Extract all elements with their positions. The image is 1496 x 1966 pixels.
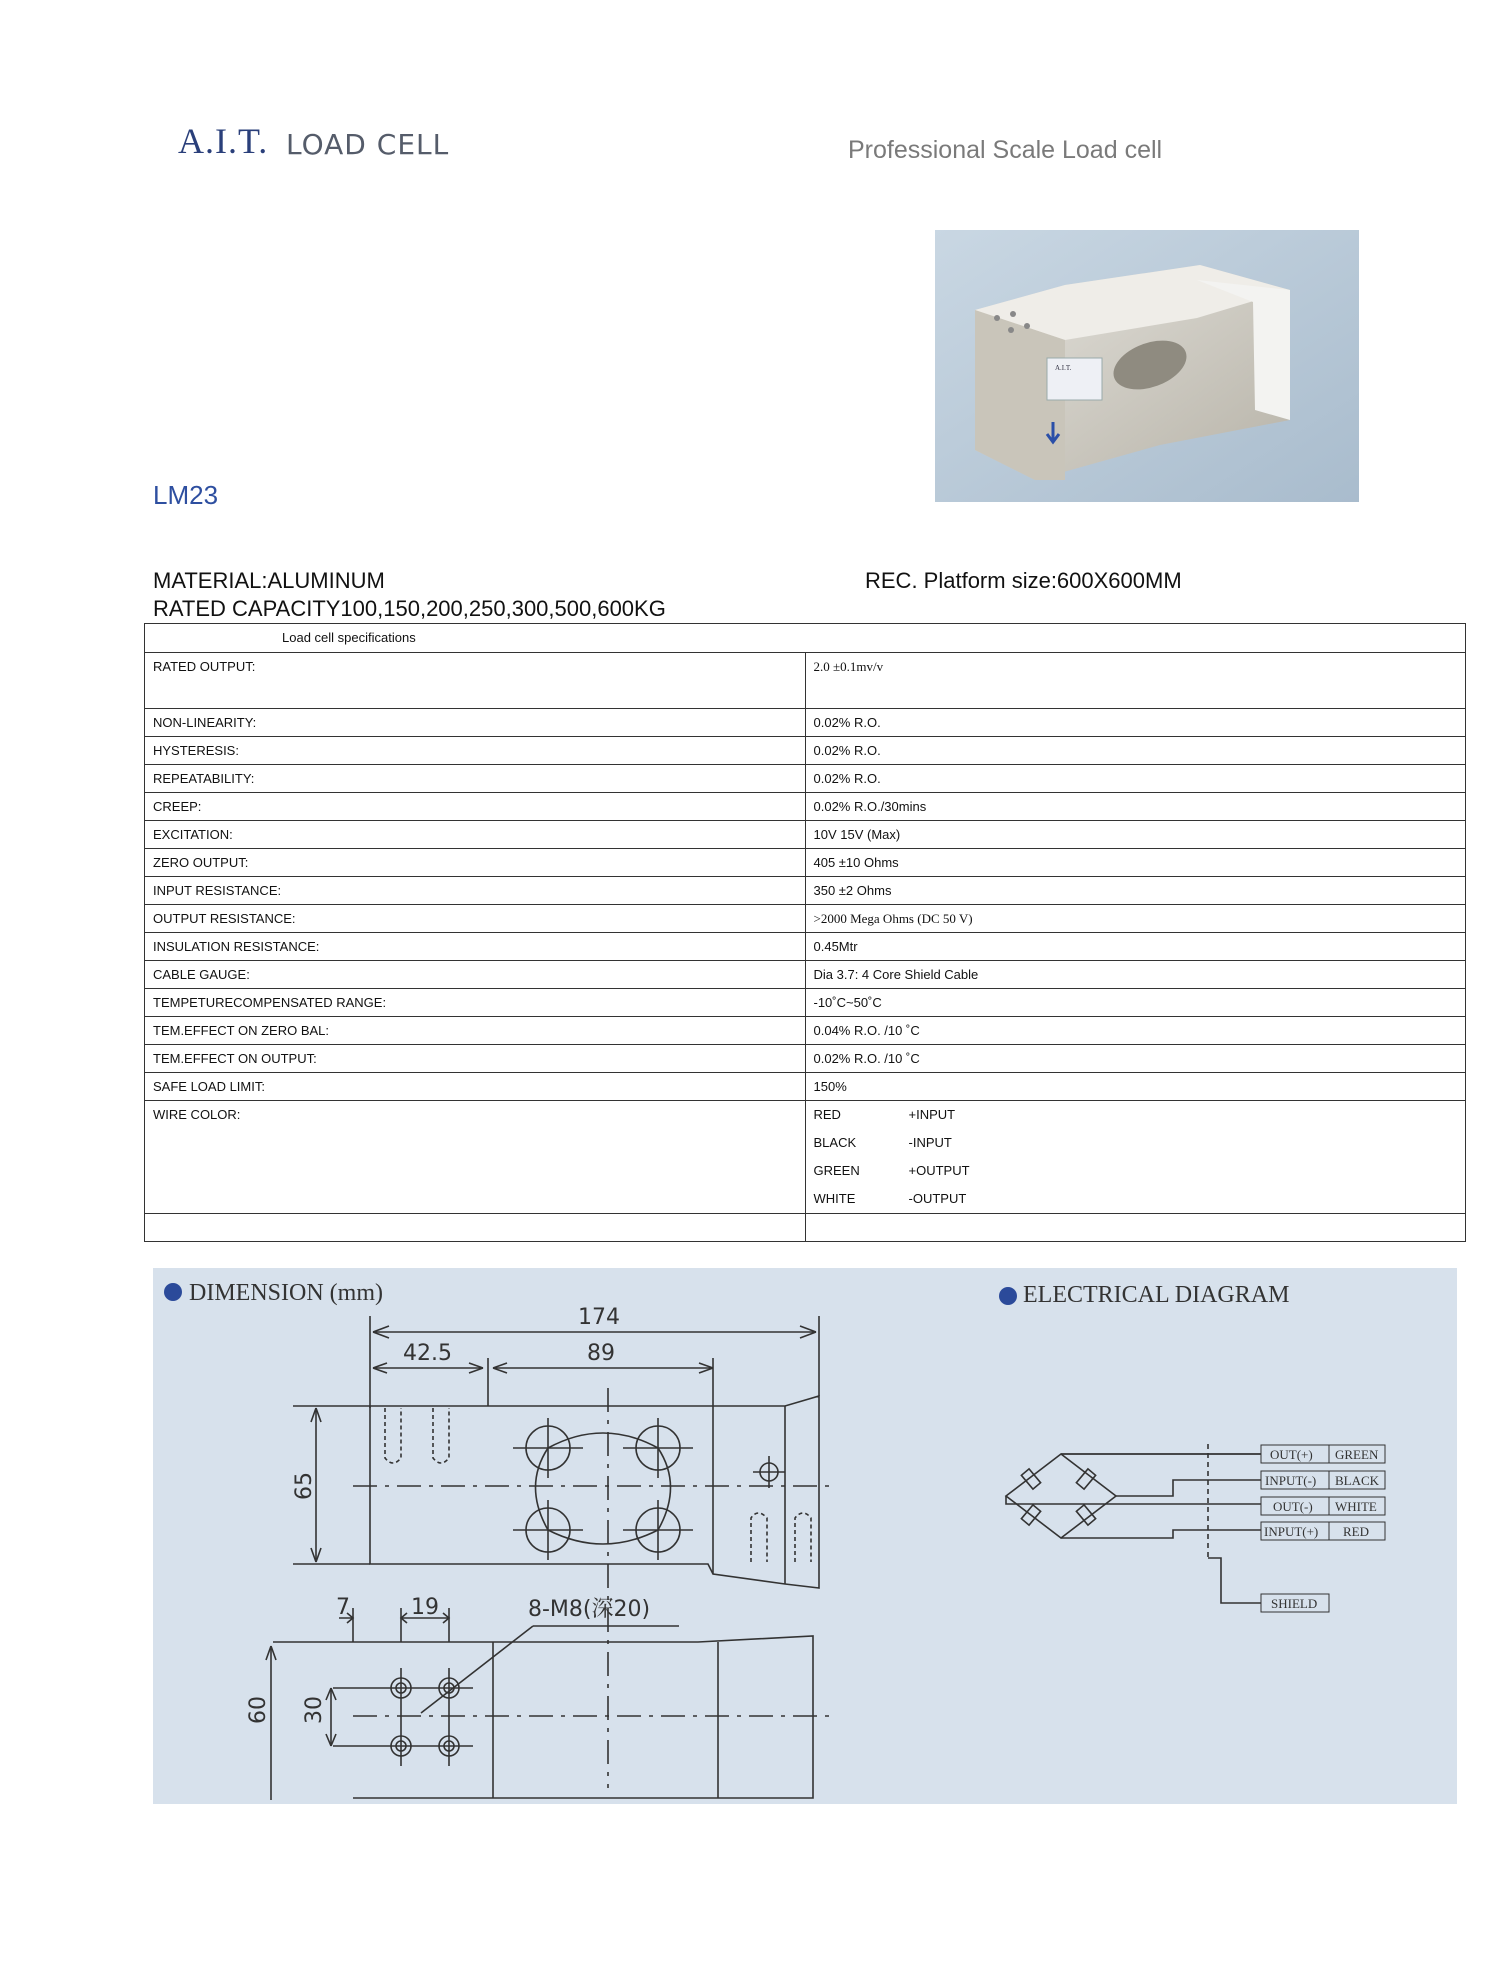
- dim-thread: 8-M8(深20): [528, 1597, 651, 1622]
- spec-label: CABLE GAUGE:: [145, 961, 806, 989]
- spec-label: SAFE LOAD LIMIT:: [145, 1073, 806, 1101]
- spec-value: Dia 3.7: 4 Core Shield Cable: [805, 961, 1466, 989]
- dim-60: 60: [246, 1696, 271, 1724]
- wire-row: [814, 1157, 1466, 1185]
- spec-label: WIRE COLOR:: [145, 1101, 806, 1214]
- dim-89: 89: [587, 1341, 615, 1366]
- spec-table-title: Load cell specifications: [145, 624, 1466, 653]
- material-line: MATERIAL:ALUMINUM: [153, 568, 385, 593]
- empty-cell: [805, 1214, 1466, 1242]
- spec-value: 2.0 ±0.1mv/v: [805, 653, 1466, 709]
- spec-value: 0.02% R.O.: [805, 765, 1466, 793]
- terminal-signal: INPUT(+): [1264, 1524, 1319, 1539]
- page-subtitle: Professional Scale Load cell: [848, 136, 1163, 164]
- bullet-icon: [164, 1283, 182, 1301]
- terminal-signal: INPUT(-): [1265, 1473, 1317, 1488]
- terminal-color: RED: [1343, 1524, 1369, 1539]
- spec-value: 10V 15V (Max): [805, 821, 1466, 849]
- platform-size: REC. Platform size:600X600MM: [865, 568, 1182, 593]
- dim-height: 65: [292, 1472, 317, 1500]
- spec-label: OUTPUT RESISTANCE:: [145, 905, 806, 933]
- spec-value: 150%: [805, 1073, 1466, 1101]
- dim-length: 174: [578, 1305, 620, 1330]
- empty-cell: [145, 1214, 806, 1242]
- bullet-icon: [999, 1287, 1017, 1305]
- wire-color: GREEN: [813, 1163, 860, 1178]
- spec-label: NON-LINEARITY:: [145, 709, 806, 737]
- spec-label: RATED OUTPUT:: [145, 653, 806, 709]
- spec-value: 0.02% R.O./30mins: [805, 793, 1466, 821]
- spec-label: ZERO OUTPUT:: [145, 849, 806, 877]
- brand-suffix: LOAD CELL: [286, 128, 450, 161]
- spec-label: EXCITATION:: [145, 821, 806, 849]
- spec-value: 350 ±2 Ohms: [805, 877, 1466, 905]
- spec-label: HYSTERESIS:: [145, 737, 806, 765]
- dim-30: 30: [302, 1696, 327, 1724]
- terminal-color: GREEN: [1335, 1447, 1379, 1462]
- spec-value: 0.02% R.O.: [805, 737, 1466, 765]
- spec-value: -10˚C~50˚C: [805, 989, 1466, 1017]
- wire-row: [814, 1185, 1466, 1213]
- wire-color: RED: [813, 1107, 841, 1122]
- shield-label: SHIELD: [1271, 1596, 1318, 1611]
- wire-row: [814, 1129, 1466, 1157]
- wire-color: BLACK: [813, 1135, 857, 1150]
- dim-7: 7: [336, 1595, 350, 1620]
- spec-label: INSULATION RESISTANCE:: [145, 933, 806, 961]
- terminal-signal: OUT(+): [1270, 1447, 1313, 1462]
- capacity-line: RATED CAPACITY100,150,200,250,300,500,600KG: [153, 596, 666, 621]
- dimension-drawing: [153, 1268, 1457, 1804]
- dim-42-5: 42.5: [403, 1341, 452, 1366]
- spec-value: 0.45Mtr: [805, 933, 1466, 961]
- terminal-signal: OUT(-): [1273, 1499, 1313, 1514]
- brand-logo: A.I.T.: [178, 121, 269, 161]
- wire-function: -OUTPUT: [908, 1191, 967, 1206]
- spec-value: 0.02% R.O. /10 ˚C: [805, 1045, 1466, 1073]
- photo-label-brand: A.I.T.: [1055, 364, 1072, 372]
- wire-row: [814, 1101, 1466, 1129]
- terminal-row: [1261, 1522, 1385, 1540]
- spec-value: 0.02% R.O.: [805, 709, 1466, 737]
- wire-function: +INPUT: [908, 1107, 956, 1122]
- wire-color: WHITE: [813, 1191, 856, 1206]
- electrical-title: ELECTRICAL DIAGRAM: [1023, 1282, 1290, 1308]
- model-number: LM23: [153, 480, 219, 510]
- spec-label: TEMPETURECOMPENSATED RANGE:: [145, 989, 806, 1017]
- spec-value: 0.04% R.O. /10 ˚C: [805, 1017, 1466, 1045]
- terminal-color: BLACK: [1335, 1473, 1380, 1488]
- spec-label: INPUT RESISTANCE:: [145, 877, 806, 905]
- wire-function: -INPUT: [908, 1135, 952, 1150]
- spec-label: TEM.EFFECT ON ZERO BAL:: [145, 1017, 806, 1045]
- wire-function: +OUTPUT: [908, 1163, 970, 1178]
- dimension-title: DIMENSION (mm): [189, 1280, 383, 1306]
- terminal-row: [1261, 1445, 1385, 1463]
- shield-terminal: [1261, 1594, 1329, 1612]
- spec-label: TEM.EFFECT ON OUTPUT:: [145, 1045, 806, 1073]
- terminal-row: [1261, 1497, 1385, 1515]
- spec-label: REPEATABILITY:: [145, 765, 806, 793]
- spec-value: 405 ±10 Ohms: [805, 849, 1466, 877]
- spec-value: >2000 Mega Ohms (DC 50 V): [805, 905, 1466, 933]
- product-photo: [935, 230, 1359, 502]
- terminal-row: [1261, 1471, 1385, 1489]
- terminal-color: WHITE: [1335, 1499, 1377, 1514]
- wire-color-list: [805, 1101, 1466, 1214]
- spec-label: CREEP:: [145, 793, 806, 821]
- spec-table: [144, 623, 1466, 1242]
- dim-19: 19: [411, 1595, 439, 1620]
